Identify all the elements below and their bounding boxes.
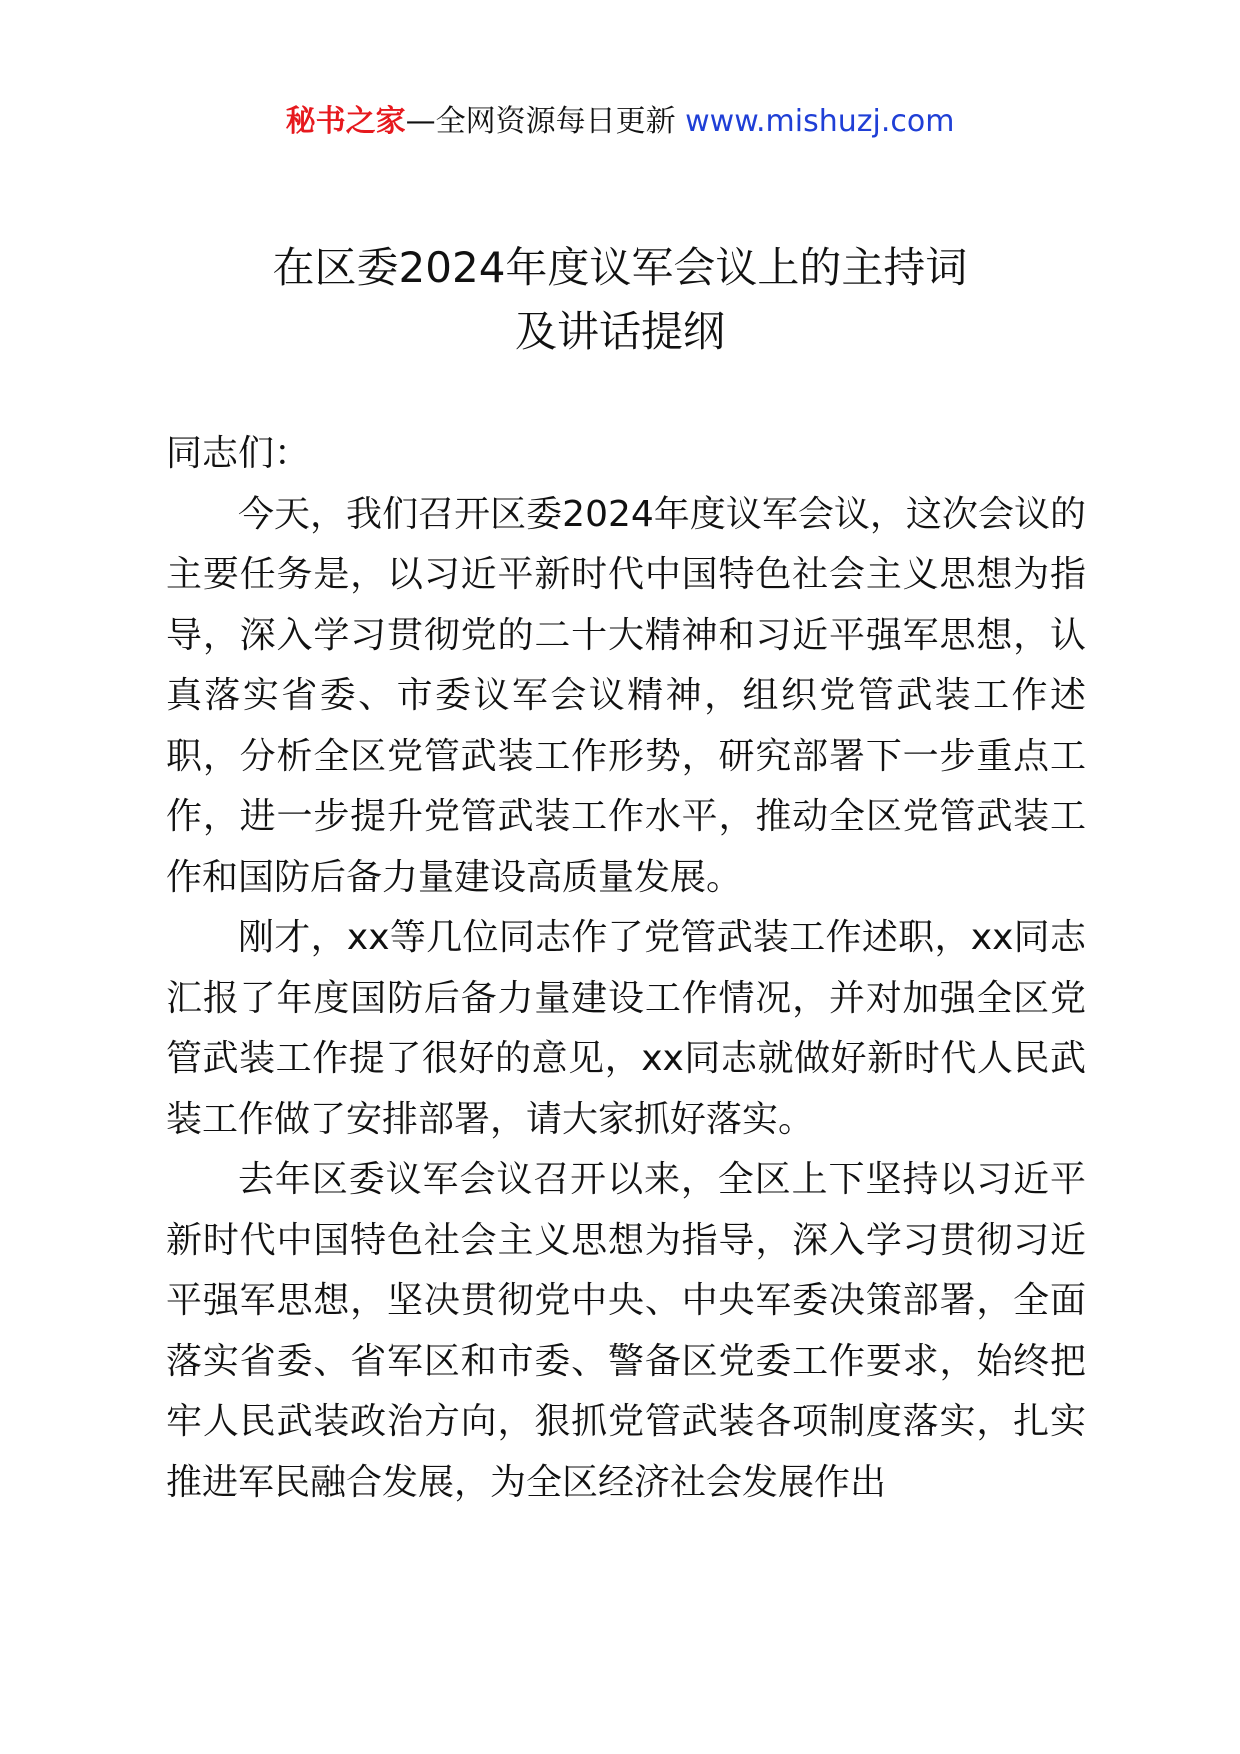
site-url-link[interactable]: www.mishuzj.com bbox=[685, 104, 955, 139]
site-name: 秘书之家 bbox=[285, 104, 406, 139]
body-paragraph-3: 去年区委议军会议召开以来，全区上下坚持以习近平新时代中国特色社会主义思想为指导，深入学习贯彻习近平强军思想，坚决贯彻党中央、中央军委决策部署，全面落实省委、省军区和市委、警备区党委工作要求，始终把牢人民武装政治方向，狠抓党管武装各项制度落实，扎实推进军民融合发展，为全区经济社会发展作出 bbox=[166, 1159, 1086, 1503]
salutation: 同志们： bbox=[166, 433, 311, 474]
document-body bbox=[166, 424, 1086, 1513]
document-title-line-1: 在区委2024年度议军会议上的主持词 bbox=[272, 243, 968, 292]
site-header bbox=[0, 100, 1240, 144]
document-title-line-2: 及讲话提纲 bbox=[514, 307, 725, 356]
document-title bbox=[0, 236, 1240, 364]
site-tagline: —全网资源每日更新 bbox=[405, 104, 676, 139]
body-paragraph-2: 刚才，xx等几位同志作了党管武装工作述职，xx同志汇报了年度国防后备力量建设工作情况，并对加强全区党管武装工作提了很好的意见，xx同志就做好新时代人民武装工作做了安排部署，请大家抓好落实。 bbox=[166, 917, 1086, 1140]
body-paragraph-1: 今天，我们召开区委2024年度议军会议，这次会议的主要任务是，以习近平新时代中国特色社会主义思想为指导，深入学习贯彻党的二十大精神和习近平强军思想，认真落实省委、市委议军会议精神，组织党管武装工作述职，分析全区党管武装工作形势，研究部署下一步重点工作，进一步提升党管武装工作水平，推动全区党管武装工作和国防后备力量建设高质量发展。 bbox=[166, 493, 1086, 898]
